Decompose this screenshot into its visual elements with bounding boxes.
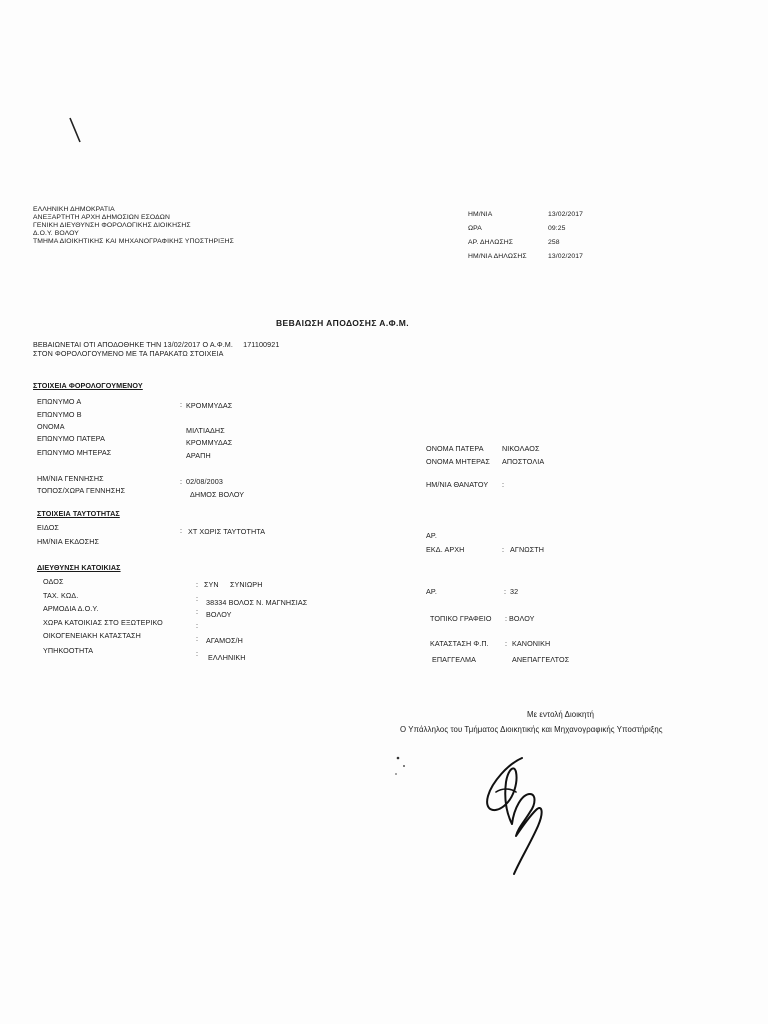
field-label: ΟΔΟΣ (43, 577, 64, 586)
field-value: ΣΥΝ (204, 580, 219, 589)
section-heading: ΔΙΕΥΘΥΝΣΗ ΚΑΤΟΙΚΙΑΣ (37, 563, 121, 572)
field-label: ΧΩΡΑ ΚΑΤΟΙΚΙΑΣ ΣΤΟ ΕΞΩΤΕΡΙΚΟ (43, 618, 163, 627)
pen-mark (66, 116, 86, 148)
field-label: ΕΠΩΝΥΜΟ Α (37, 397, 82, 406)
field-label: ΕΚΔ. ΑΡΧΗ (426, 545, 465, 554)
field-label: ΕΠΩΝΥΜΟ ΜΗΤΕΡΑΣ (37, 448, 112, 457)
section-heading: ΣΤΟΙΧΕΙΑ ΤΑΥΤΟΤΗΤΑΣ (37, 509, 120, 518)
field-value: ΚΡΟΜΜΥΔΑΣ (186, 401, 233, 410)
field-value: ΑΝΕΠΑΓΓΕΛΤΟΣ (512, 655, 570, 664)
meta-label: ΗΜ/ΝΙΑ (468, 211, 493, 218)
field-separator: : (196, 607, 199, 616)
authority-line: ΕΛΛΗΝΙΚΗ ΔΗΜΟΚΡΑΤΙΑ (33, 206, 115, 213)
field-label: ΚΑΤΑΣΤΑΣΗ Φ.Π. (430, 639, 489, 648)
field-value: 32 (510, 587, 519, 596)
authority-line: ΤΜΗΜΑ ΔΙΟΙΚΗΤΙΚΗΣ ΚΑΙ ΜΗΧΑΝΟΓΡΑΦΙΚΗΣ ΥΠΟΣΤΗΡΙΞΗΣ (33, 238, 234, 245)
field-separator: : (502, 545, 505, 554)
field-value: ΣΥΝΙΩΡΗ (230, 580, 263, 589)
field-value: ΕΛΛΗΝΙΚΗ (208, 653, 246, 662)
field-value: ΧΤ ΧΩΡΙΣ ΤΑΥΤΟΤΗΤΑ (188, 527, 266, 536)
stamp-dots (392, 752, 416, 782)
authority-line: ΑΝΕΞΑΡΤΗΤΗ ΑΡΧΗ ΔΗΜΟΣΙΩΝ ΕΣΟΔΩΝ (33, 214, 170, 221)
field-label: ΕΠΑΓΓΕΛΜΑ (432, 655, 476, 664)
field-separator: : (180, 526, 183, 535)
field-separator: : (180, 400, 183, 409)
meta-label: ΑΡ. ΔΗΛΩΣΗΣ (468, 239, 514, 246)
meta-label: ΩΡΑ (468, 225, 482, 232)
field-label: ΗΜ/ΝΙΑ ΓΕΝΝΗΣΗΣ (37, 474, 104, 483)
document-title: ΒΕΒΑΙΩΣΗ ΑΠΟΔΟΣΗΣ Α.Φ.Μ. (276, 318, 409, 328)
field-separator: : (505, 614, 508, 623)
field-separator: : (196, 580, 199, 589)
field-label: ΕΠΩΝΥΜΟ Β (37, 410, 82, 419)
field-label: ΗΜ/ΝΙΑ ΕΚΔΟΣΗΣ (37, 537, 100, 546)
field-value: ΒΟΛΟΥ (509, 614, 535, 623)
authority-line: Δ.Ο.Υ. ΒΟΛΟΥ (33, 230, 79, 237)
field-separator: : (196, 621, 199, 630)
field-label: ΑΡΜΟΔΙΑ Δ.Ο.Υ. (43, 604, 99, 613)
meta-label: ΗΜ/ΝΙΑ ΔΗΛΩΣΗΣ (468, 253, 527, 260)
field-value: ΒΟΛΟΥ (206, 610, 232, 619)
field-label: ΟΝΟΜΑ ΜΗΤΕΡΑΣ (426, 457, 490, 466)
intro-line (33, 340, 279, 349)
handwritten-signature (478, 752, 558, 880)
field-label: ΗΜ/ΝΙΑ ΘΑΝΑΤΟΥ (426, 480, 489, 489)
field-label: ΟΝΟΜΑ ΠΑΤΕΡΑ (426, 444, 484, 453)
field-value: ΔΗΜΟΣ ΒΟΛΟΥ (190, 490, 245, 499)
field-label: ΕΙΔΟΣ (37, 523, 59, 532)
field-value: 02/08/2003 (186, 477, 223, 486)
meta-value: 13/02/2017 (548, 211, 584, 218)
field-label: ΑΡ. (426, 587, 437, 596)
field-value: ΚΑΝΟΝΙΚΗ (512, 639, 551, 648)
field-value: ΑΡΑΠΗ (186, 451, 211, 460)
field-value: ΝΙΚΟΛΑΟΣ (502, 444, 540, 453)
meta-value: 09:25 (548, 225, 566, 232)
field-label: ΤΑΧ. ΚΩΔ. (43, 591, 79, 600)
field-separator: : (502, 480, 505, 489)
afm-number: 171100921 (243, 340, 280, 349)
field-separator: : (196, 634, 199, 643)
field-label: ΥΠΗΚΟΟΤΗΤΑ (43, 646, 94, 655)
section-heading: ΣΤΟΙΧΕΙΑ ΦΟΡΟΛΟΓΟΥΜΕΝΟΥ (33, 381, 143, 390)
intro-prefix: ΒΕΒΑΙΩΝΕΤΑΙ ΟΤΙ ΑΠΟΔΟΘΗΚΕ ΤΗΝ 13/02/2017 Ο Α.Φ.Μ. (33, 340, 233, 349)
field-value: ΜΙΛΤΙΑΔΗΣ (186, 426, 225, 435)
field-label: ΑΡ. (426, 531, 437, 540)
field-separator: : (504, 587, 507, 596)
signature-caption: Ο Υπάλληλος του Τμήματος Διοικητικής και Μηχανογραφικής Υποστήριξης (400, 725, 663, 734)
meta-value: 13/02/2017 (548, 253, 584, 260)
field-value: ΑΓΑΜΟΣ/Η (206, 636, 243, 645)
field-value: ΑΓΝΩΣΤΗ (510, 545, 545, 554)
signature-caption: Με εντολή Διοικητή (527, 710, 595, 719)
field-label: ΤΟΠΙΚΟ ΓΡΑΦΕΙΟ (430, 614, 492, 623)
field-label: ΕΠΩΝΥΜΟ ΠΑΤΕΡΑ (37, 434, 106, 443)
intro-line: ΣΤΟΝ ΦΟΡΟΛΟΓΟΥΜΕΝΟ ΜΕ ΤΑ ΠΑΡΑΚΑΤΩ ΣΤΟΙΧΕΙΑ (33, 349, 224, 358)
field-label: ΟΙΚΟΓΕΝΕΙΑΚΗ ΚΑΤΑΣΤΑΣΗ (43, 631, 141, 640)
field-label: ΤΟΠΟΣ/ΧΩΡΑ ΓΕΝΝΗΣΗΣ (37, 486, 126, 495)
field-separator: : (505, 639, 508, 648)
field-separator: : (180, 477, 183, 486)
field-separator: : (196, 594, 199, 603)
field-label: ΟΝΟΜΑ (37, 422, 65, 431)
meta-value: 258 (548, 239, 560, 246)
field-value: ΚΡΟΜΜΥΔΑΣ (186, 438, 233, 447)
field-value: ΑΠΟΣΤΟΛΙΑ (502, 457, 545, 466)
authority-line: ΓΕΝΙΚΗ ΔΙΕΥΘΥΝΣΗ ΦΟΡΟΛΟΓΙΚΗΣ ΔΙΟΙΚΗΣΗΣ (33, 222, 191, 229)
field-separator: : (196, 649, 199, 658)
field-value: 38334 ΒΟΛΟΣ Ν. ΜΑΓΝΗΣΙΑΣ (206, 598, 308, 607)
